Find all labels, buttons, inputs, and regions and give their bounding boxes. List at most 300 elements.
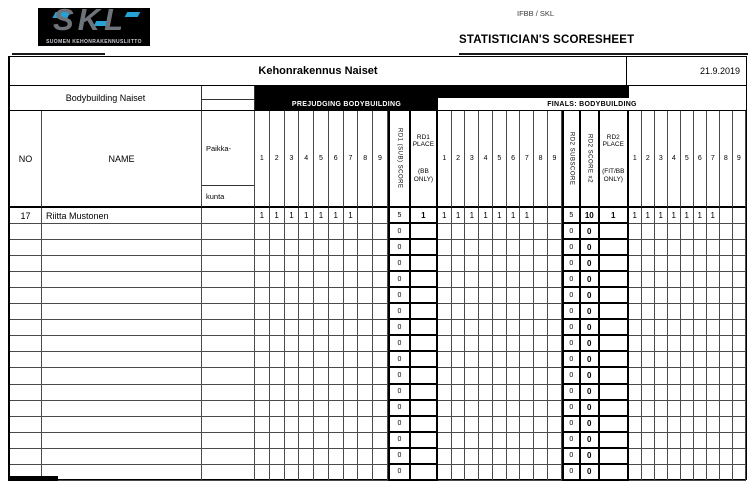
judge-score-cell xyxy=(629,433,642,449)
judge-score-cell xyxy=(733,224,746,240)
judge-score-cell xyxy=(373,417,388,433)
judge-score-cell xyxy=(668,272,681,288)
judge-col-header: 1 xyxy=(629,111,642,208)
judge-score-cell xyxy=(733,449,746,465)
rd1-place-cell xyxy=(411,465,438,481)
row-name xyxy=(42,320,202,336)
judge-score-cell xyxy=(255,320,270,336)
judge-score-cell xyxy=(629,336,642,352)
rd1-score-cell: 0 xyxy=(388,288,411,304)
judge-score-cell xyxy=(655,417,668,433)
judge-score-cell xyxy=(344,465,359,481)
judge-score-cell xyxy=(270,336,285,352)
judge-score-cell xyxy=(465,385,479,401)
judge-score-cell xyxy=(299,272,314,288)
judge-score-cell xyxy=(520,449,534,465)
judge-score-cell xyxy=(314,272,329,288)
row-no xyxy=(10,288,42,304)
judge-score-cell xyxy=(314,256,329,272)
judge-score-cell xyxy=(438,288,452,304)
judge-score-cell xyxy=(465,352,479,368)
judge-score-cell xyxy=(520,352,534,368)
judge-score-cell xyxy=(373,449,388,465)
judge-score-cell xyxy=(534,465,548,481)
judge-score-cell xyxy=(314,224,329,240)
row-no xyxy=(10,272,42,288)
col-header-rd1-score xyxy=(388,111,411,208)
judge-col-header: 8 xyxy=(720,111,733,208)
judge-score-cell xyxy=(493,272,507,288)
judge-score-cell xyxy=(314,368,329,384)
logo-accent-icon xyxy=(125,12,141,17)
col-header-no: NO xyxy=(10,111,42,208)
rd1-score-cell: 0 xyxy=(388,320,411,336)
judge-score-cell xyxy=(438,465,452,481)
event-title: Kehonrakennus Naiset xyxy=(258,65,378,77)
judge-score-cell xyxy=(707,417,720,433)
judge-score-cell xyxy=(655,401,668,417)
rd1-score-cell: 0 xyxy=(388,417,411,433)
judge-score-cell xyxy=(534,208,548,224)
rd2-score-cell: 0 xyxy=(581,288,600,304)
judge-score-cell xyxy=(548,336,562,352)
judge-col-header: 6 xyxy=(329,111,344,208)
judge-score-cell xyxy=(299,320,314,336)
judge-score-cell xyxy=(270,240,285,256)
judge-col-header: 7 xyxy=(520,111,534,208)
judge-score-cell xyxy=(668,368,681,384)
judge-score-cell xyxy=(548,256,562,272)
judge-score-cell xyxy=(629,385,642,401)
rd2-place-cell xyxy=(600,272,629,288)
judge-score-cell: 1 xyxy=(270,208,285,224)
judge-score-cell xyxy=(358,433,373,449)
judge-score-cell xyxy=(270,288,285,304)
sheet-title: STATISTICIAN'S SCORESHEET xyxy=(459,34,635,46)
row-name: Riitta Mustonen xyxy=(42,208,202,224)
judge-score-cell xyxy=(534,385,548,401)
row-name xyxy=(42,433,202,449)
judge-score-cell: 1 xyxy=(629,208,642,224)
judge-score-cell xyxy=(668,449,681,465)
judge-score-cell xyxy=(733,272,746,288)
judge-score-cell xyxy=(668,385,681,401)
judge-score-cell xyxy=(465,288,479,304)
judge-score-cell xyxy=(629,368,642,384)
judge-score-cell xyxy=(534,224,548,240)
judge-score-cell xyxy=(358,449,373,465)
judge-score-cell xyxy=(299,368,314,384)
judge-score-cell xyxy=(520,401,534,417)
judge-score-cell xyxy=(465,304,479,320)
judge-score-cell xyxy=(520,320,534,336)
judge-score-cell xyxy=(493,433,507,449)
judge-score-cell xyxy=(642,288,655,304)
judge-score-cell xyxy=(285,465,300,481)
judge-score-cell xyxy=(707,272,720,288)
judge-score-cell xyxy=(285,352,300,368)
judge-score-cell xyxy=(733,288,746,304)
rd1-score-cell: 0 xyxy=(388,336,411,352)
judge-score-cell xyxy=(493,417,507,433)
judge-score-cell xyxy=(479,417,493,433)
judge-score-cell xyxy=(255,224,270,240)
col-header-rd2-score xyxy=(581,111,600,208)
rd1-place-cell xyxy=(411,433,438,449)
judge-score-cell xyxy=(655,272,668,288)
judge-score-cell xyxy=(285,256,300,272)
judge-score-cell xyxy=(507,224,521,240)
judge-col-header: 1 xyxy=(255,111,270,208)
judge-col-header: 2 xyxy=(642,111,655,208)
category-label: Bodybuilding Naiset xyxy=(10,86,202,110)
judge-score-cell xyxy=(642,320,655,336)
judge-score-cell xyxy=(733,256,746,272)
judge-score-cell xyxy=(507,304,521,320)
judge-score-cell xyxy=(629,240,642,256)
judge-score-cell xyxy=(465,465,479,481)
round-band xyxy=(255,86,746,110)
judge-col-header: 7 xyxy=(344,111,359,208)
judge-score-cell xyxy=(358,385,373,401)
judge-score-cell xyxy=(373,256,388,272)
judge-score-cell xyxy=(681,256,694,272)
rd2-place-cell xyxy=(600,417,629,433)
judge-col-header: 7 xyxy=(707,111,720,208)
rd2-place-cell xyxy=(600,385,629,401)
judge-score-cell: 1 xyxy=(655,208,668,224)
judge-score-cell xyxy=(681,272,694,288)
judge-col-header: 9 xyxy=(373,111,388,208)
judge-col-header: 1 xyxy=(438,111,452,208)
judge-score-cell xyxy=(720,208,733,224)
judge-score-cell xyxy=(720,449,733,465)
judge-score-cell xyxy=(270,385,285,401)
judge-score-cell xyxy=(668,256,681,272)
judge-score-cell xyxy=(255,352,270,368)
rd1-place-cell: 1 xyxy=(411,208,438,224)
judge-score-cell xyxy=(629,465,642,481)
judge-score-cell xyxy=(507,433,521,449)
rd2-place-cell xyxy=(600,433,629,449)
judge-score-cell xyxy=(520,336,534,352)
judge-score-cell xyxy=(694,336,707,352)
rd1-place-cell xyxy=(411,304,438,320)
judge-score-cell xyxy=(299,417,314,433)
judge-score-cell xyxy=(733,352,746,368)
judge-score-cell xyxy=(314,401,329,417)
judge-col-header: 3 xyxy=(655,111,668,208)
event-date: 21.9.2019 xyxy=(626,57,746,85)
judge-score-cell xyxy=(707,401,720,417)
judge-score-cell xyxy=(642,256,655,272)
corner-mark xyxy=(8,476,58,481)
judge-score-cell xyxy=(344,224,359,240)
judge-score-cell: 1 xyxy=(285,208,300,224)
judge-score-cell xyxy=(255,385,270,401)
judge-score-cell: 1 xyxy=(465,208,479,224)
judge-score-cell xyxy=(465,336,479,352)
judge-score-cell xyxy=(255,417,270,433)
row-no xyxy=(10,433,42,449)
judge-score-cell xyxy=(344,288,359,304)
rd2-subscore-cell: 0 xyxy=(562,272,581,288)
judge-score-cell xyxy=(344,449,359,465)
rd1-score-cell: 0 xyxy=(388,401,411,417)
judge-score-cell xyxy=(270,368,285,384)
judge-score-cell xyxy=(733,336,746,352)
rd1-place-note: (BB ONLY) xyxy=(413,168,434,183)
rd2-score-cell: 0 xyxy=(581,433,600,449)
judge-score-cell xyxy=(479,240,493,256)
judge-score-cell xyxy=(733,417,746,433)
judge-score-cell xyxy=(507,240,521,256)
judge-score-cell xyxy=(270,256,285,272)
judge-score-cell xyxy=(668,288,681,304)
judge-score-cell xyxy=(720,368,733,384)
judge-score-cell xyxy=(452,336,466,352)
judge-score-cell xyxy=(438,417,452,433)
judge-score-cell xyxy=(465,272,479,288)
rd1-score-label: RD1 (SUB) SCORE xyxy=(396,128,403,189)
judge-score-cell xyxy=(720,465,733,481)
rd2-score-cell: 0 xyxy=(581,385,600,401)
judge-score-cell xyxy=(358,352,373,368)
judge-score-cell xyxy=(534,417,548,433)
judge-score-cell xyxy=(329,240,344,256)
divider xyxy=(459,53,748,55)
judge-score-cell xyxy=(479,433,493,449)
rd2-place-cell xyxy=(600,240,629,256)
judge-score-cell xyxy=(707,368,720,384)
judge-score-cell xyxy=(479,304,493,320)
judge-score-cell xyxy=(465,240,479,256)
judge-score-cell xyxy=(694,433,707,449)
judge-score-cell xyxy=(452,352,466,368)
judge-score-cell: 1 xyxy=(642,208,655,224)
row-name xyxy=(42,288,202,304)
judge-score-cell xyxy=(373,336,388,352)
skl-logo xyxy=(38,8,150,46)
rd2-subscore-cell: 5 xyxy=(562,208,581,224)
judge-score-cell xyxy=(681,320,694,336)
judge-score-cell xyxy=(479,385,493,401)
judge-score-cell xyxy=(255,272,270,288)
judge-score-cell xyxy=(452,320,466,336)
judge-score-cell xyxy=(548,240,562,256)
row-no xyxy=(10,240,42,256)
judge-score-cell xyxy=(548,417,562,433)
judge-score-cell xyxy=(655,336,668,352)
judge-score-cell xyxy=(548,320,562,336)
judge-score-cell xyxy=(479,401,493,417)
judge-score-cell xyxy=(694,385,707,401)
rd1-place-cell xyxy=(411,368,438,384)
judge-score-cell xyxy=(694,401,707,417)
judge-score-cell xyxy=(329,336,344,352)
judge-score-cell xyxy=(681,304,694,320)
judge-score-cell xyxy=(344,256,359,272)
judge-score-cell xyxy=(655,240,668,256)
judge-score-cell xyxy=(642,417,655,433)
judge-score-cell xyxy=(642,401,655,417)
row-no xyxy=(10,336,42,352)
judge-score-cell xyxy=(507,368,521,384)
judge-score-cell xyxy=(373,352,388,368)
judge-score-cell xyxy=(681,465,694,481)
judge-score-cell xyxy=(438,256,452,272)
judge-score-cell xyxy=(358,240,373,256)
judge-score-cell xyxy=(681,288,694,304)
row-name xyxy=(42,417,202,433)
judge-score-cell xyxy=(438,401,452,417)
rd2-score-cell: 0 xyxy=(581,272,600,288)
judge-score-cell xyxy=(668,352,681,368)
rd1-score-cell: 0 xyxy=(388,449,411,465)
judge-score-cell xyxy=(285,224,300,240)
rd1-place-cell xyxy=(411,240,438,256)
spacer-cells xyxy=(202,86,255,110)
judge-score-cell xyxy=(255,368,270,384)
judge-score-cell xyxy=(694,449,707,465)
row-paikkakunta xyxy=(202,208,255,224)
judge-score-cell xyxy=(681,240,694,256)
row-paikkakunta xyxy=(202,240,255,256)
rd2-place-cell xyxy=(600,256,629,272)
judge-score-cell xyxy=(629,320,642,336)
judge-score-cell xyxy=(344,272,359,288)
row-no xyxy=(10,256,42,272)
judge-score-cell xyxy=(358,336,373,352)
judge-score-cell xyxy=(299,449,314,465)
judge-score-cell xyxy=(465,417,479,433)
rd1-place-cell xyxy=(411,288,438,304)
judge-score-cell xyxy=(479,272,493,288)
judge-score-cell xyxy=(733,304,746,320)
judge-score-cell xyxy=(520,385,534,401)
kunta-label: kunta xyxy=(206,191,225,201)
judge-score-cell xyxy=(681,449,694,465)
judge-score-cell xyxy=(707,352,720,368)
judge-score-cell xyxy=(438,272,452,288)
rd1-score-cell: 0 xyxy=(388,304,411,320)
judge-col-header: 2 xyxy=(452,111,466,208)
judge-score-cell xyxy=(285,368,300,384)
judge-score-cell xyxy=(479,336,493,352)
judge-score-cell xyxy=(520,304,534,320)
judge-score-cell xyxy=(507,336,521,352)
rd2-place-cell xyxy=(600,449,629,465)
judge-score-cell xyxy=(299,465,314,481)
judge-score-cell xyxy=(255,433,270,449)
judge-score-cell xyxy=(707,288,720,304)
judge-score-cell xyxy=(465,224,479,240)
rd1-place-cell xyxy=(411,320,438,336)
judge-score-cell xyxy=(299,352,314,368)
judge-score-cell xyxy=(548,401,562,417)
judge-score-cell xyxy=(694,288,707,304)
row-paikkakunta xyxy=(202,401,255,417)
judge-score-cell xyxy=(438,240,452,256)
rd1-score-cell: 0 xyxy=(388,224,411,240)
judge-score-cell xyxy=(438,224,452,240)
judge-score-cell xyxy=(329,368,344,384)
judge-score-cell xyxy=(299,224,314,240)
judge-score-cell xyxy=(681,433,694,449)
rd2-place-cell xyxy=(600,224,629,240)
judge-score-cell xyxy=(314,433,329,449)
judge-col-header: 2 xyxy=(270,111,285,208)
judge-score-cell xyxy=(642,352,655,368)
judge-score-cell xyxy=(507,352,521,368)
judge-score-cell: 1 xyxy=(329,208,344,224)
judge-score-cell xyxy=(314,288,329,304)
judge-score-cell xyxy=(520,368,534,384)
row-name xyxy=(42,336,202,352)
row-no xyxy=(10,352,42,368)
judge-score-cell xyxy=(329,401,344,417)
judge-score-cell xyxy=(329,224,344,240)
rd2-subscore-cell: 0 xyxy=(562,449,581,465)
rd2-score-cell: 0 xyxy=(581,465,600,481)
judge-score-cell xyxy=(285,401,300,417)
rd2-subscore-cell: 0 xyxy=(562,465,581,481)
judge-score-cell xyxy=(507,272,521,288)
judge-score-cell xyxy=(465,320,479,336)
judge-score-cell xyxy=(344,336,359,352)
judge-score-cell xyxy=(452,368,466,384)
judge-score-cell: 1 xyxy=(707,208,720,224)
judge-score-cell xyxy=(642,368,655,384)
judge-score-cell xyxy=(534,320,548,336)
rd2-score-cell: 0 xyxy=(581,352,600,368)
judge-score-cell xyxy=(358,224,373,240)
judge-score-cell xyxy=(329,417,344,433)
judge-score-cell xyxy=(694,256,707,272)
col-header-rd1-place xyxy=(411,111,438,208)
judge-score-cell xyxy=(655,465,668,481)
judge-score-cell xyxy=(452,288,466,304)
rd1-place-label: RD1 PLACE xyxy=(412,133,435,149)
row-no xyxy=(10,417,42,433)
judge-score-cell xyxy=(270,465,285,481)
rd2-subscore-label: RD2 SUBSCORE xyxy=(568,131,575,186)
judge-score-cell xyxy=(299,401,314,417)
judge-score-cell xyxy=(668,304,681,320)
judge-score-cell xyxy=(373,465,388,481)
judge-score-cell xyxy=(655,449,668,465)
judge-score-cell xyxy=(479,368,493,384)
judge-score-cell xyxy=(493,288,507,304)
judge-score-cell xyxy=(329,320,344,336)
judge-score-cell xyxy=(720,272,733,288)
judge-score-cell: 1 xyxy=(479,208,493,224)
paikka-label: Paikka- xyxy=(202,111,254,186)
judge-score-cell xyxy=(520,465,534,481)
judge-score-cell: 1 xyxy=(452,208,466,224)
judge-col-header: 8 xyxy=(358,111,373,208)
rd1-place-cell xyxy=(411,417,438,433)
judge-score-cell xyxy=(314,385,329,401)
rd2-subscore-cell: 0 xyxy=(562,368,581,384)
section-band-row xyxy=(10,86,746,111)
spacer-cell xyxy=(202,100,254,110)
judge-score-cell xyxy=(285,304,300,320)
judge-score-cell xyxy=(270,224,285,240)
judge-col-header: 4 xyxy=(479,111,493,208)
rd1-score-cell: 0 xyxy=(388,352,411,368)
judge-score-cell xyxy=(329,304,344,320)
